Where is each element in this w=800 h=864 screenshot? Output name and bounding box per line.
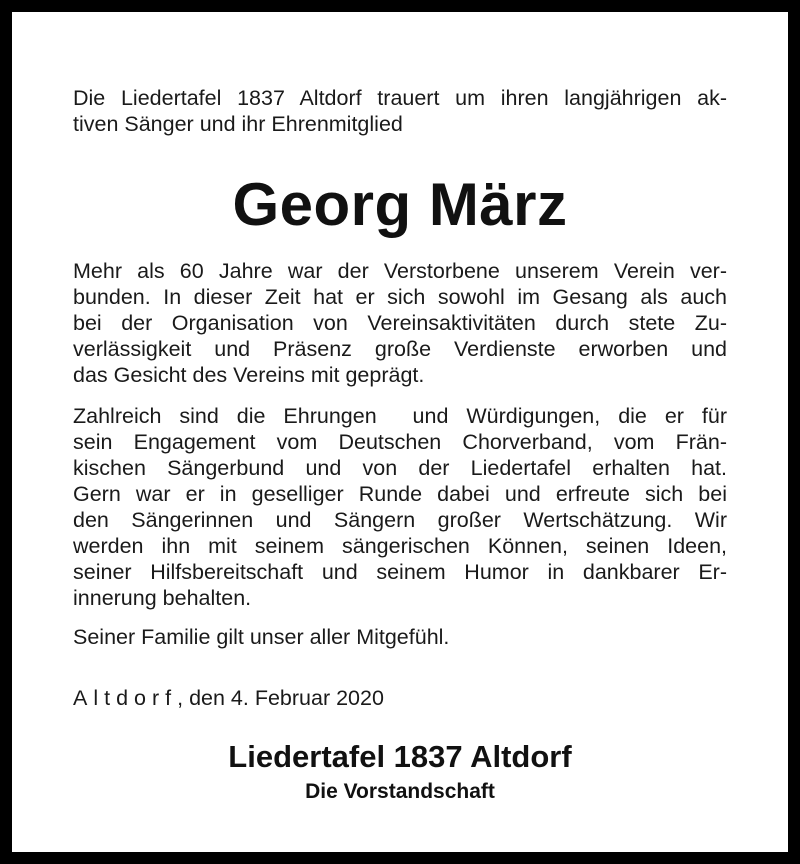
paragraph-line: das Gesicht des Vereins mit geprägt. <box>73 363 425 387</box>
paragraph-line: seiner Hilfsbereitschaft und seinem Humor in dankbarer Er- <box>73 560 727 584</box>
obituary-notice <box>12 12 788 852</box>
paragraph-line: werden ihn mit seinem sängerischen Können, seinen Ideen, <box>73 534 727 558</box>
tribute-paragraph-1 <box>73 258 727 388</box>
intro-paragraph <box>73 85 727 137</box>
place-name: Altdorf <box>73 686 178 710</box>
paragraph-line: innerung behalten. <box>73 586 252 610</box>
paragraph-line: den Sängerinnen und Sängern großer Wertschätzung. Wir <box>73 508 727 532</box>
paragraph-line: Gern war er in geselliger Runde dabei und erfreute sich bei <box>73 482 727 506</box>
paragraph-line: Mehr als 60 Jahre war der Verstorbene unserem Verein ver- <box>73 259 727 283</box>
organization-name: Liedertafel 1837 Altdorf <box>228 739 572 774</box>
signatory: Die Vorstandschaft <box>305 780 495 803</box>
condolence-paragraph <box>73 624 727 650</box>
paragraph-line: verlässigkeit und Präsenz große Verdienste erworben und <box>73 337 727 361</box>
intro-line: Die Liedertafel 1837 Altdorf trauert um ihren langjährigen ak- <box>73 86 727 110</box>
paragraph-line: kischen Sängerbund und von der Liedertafel erhalten hat. <box>73 456 727 480</box>
place-and-date <box>73 685 384 711</box>
paragraph-line: Zahlreich sind die Ehrungen und Würdigungen, die er für <box>73 404 727 428</box>
date-text: , den 4. Februar 2020 <box>177 686 384 710</box>
paragraph-line: bei der Organisation von Vereinsaktivitäten durch stete Zu- <box>73 311 727 335</box>
intro-line: tiven Sänger und ihr Ehrenmitglied <box>73 112 403 136</box>
paragraph-line: bunden. In dieser Zeit hat er sich sowohl im Gesang als auch <box>73 285 727 309</box>
paragraph-line: Seiner Familie gilt unser aller Mitgefühl. <box>73 625 450 649</box>
paragraph-line: sein Engagement vom Deutschen Chorverband, vom Frän- <box>73 430 727 454</box>
deceased-name: Georg März <box>232 171 568 238</box>
tribute-paragraph-2 <box>73 403 727 611</box>
